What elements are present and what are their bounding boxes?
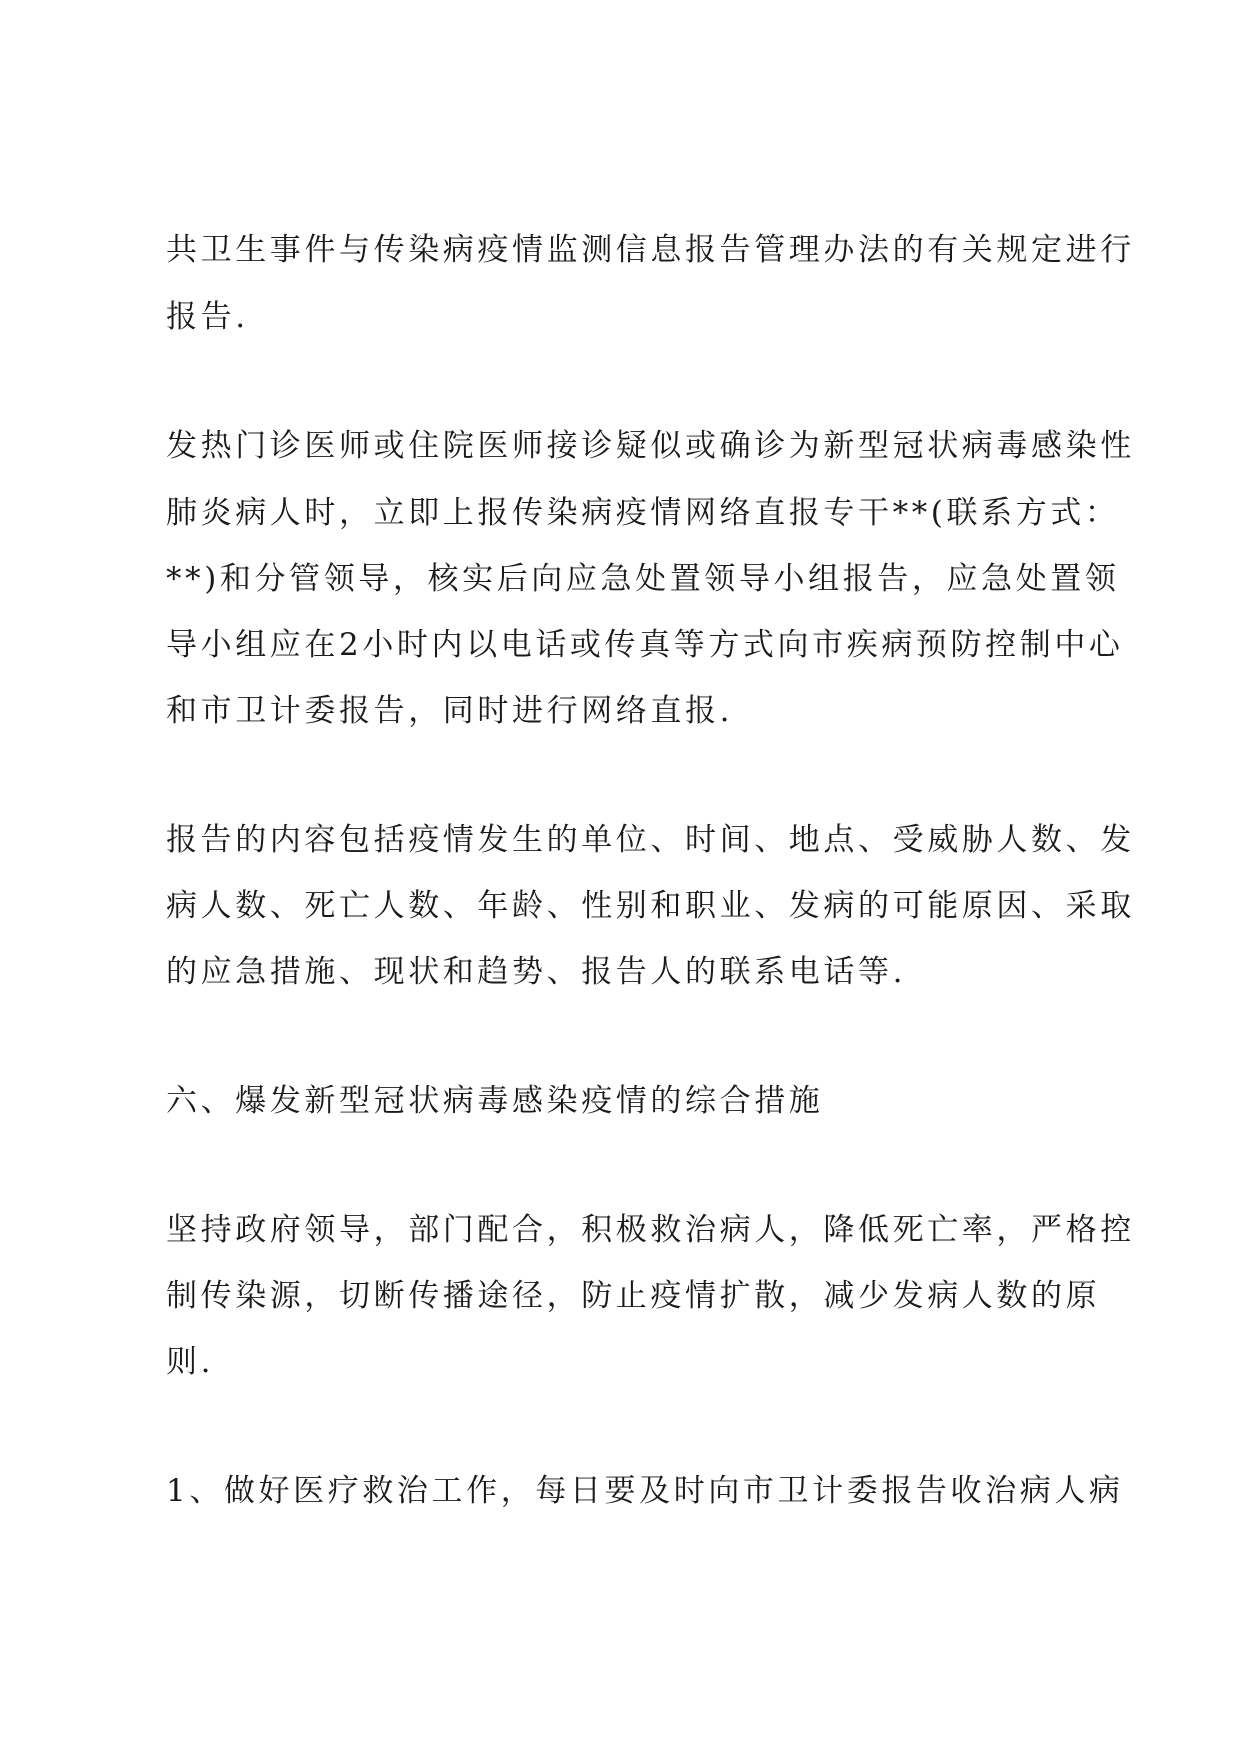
- text-line: 1、做好医疗救治工作，每日要及时向市卫计委报告收治病人病: [166, 1473, 1124, 1509]
- text-line: 制传染源，切断传播途径，防止疫情扩散，减少发病人数的原: [166, 1278, 1101, 1314]
- text-line: 共卫生事件与传染病疫情监测信息报告管理办法的有关规定进行: [166, 232, 1135, 268]
- section-heading: 六、爆发新型冠状病毒感染疫情的综合措施: [166, 1083, 824, 1119]
- text-line: 报告的内容包括疫情发生的单位、时间、地点、受威胁人数、发: [166, 822, 1135, 858]
- text-line: 导小组应在2小时内以电话或传真等方式向市疾病预防控制中心: [166, 627, 1124, 663]
- text-line: 发热门诊医师或住院医师接诊疑似或确诊为新型冠状病毒感染性: [166, 428, 1135, 464]
- text-line: **)和分管领导，核实后向应急处置领导小组报告，应急处置领: [166, 561, 1120, 597]
- text-line: 肺炎病人时，立即上报传染病疫情网络直报专干**(联系方式：: [166, 495, 1120, 531]
- text-line: 则.: [166, 1344, 215, 1380]
- text-line: 报告.: [166, 299, 249, 335]
- text-line: 坚持政府领导，部门配合，积极救治病人，降低死亡率，严格控: [166, 1212, 1135, 1248]
- text-line: 和市卫计委报告，同时进行网络直报.: [166, 693, 734, 729]
- text-line: 的应急措施、现状和趋势、报告人的联系电话等.: [166, 954, 907, 990]
- text-line: 病人数、死亡人数、年龄、性别和职业、发病的可能原因、采取: [166, 888, 1135, 924]
